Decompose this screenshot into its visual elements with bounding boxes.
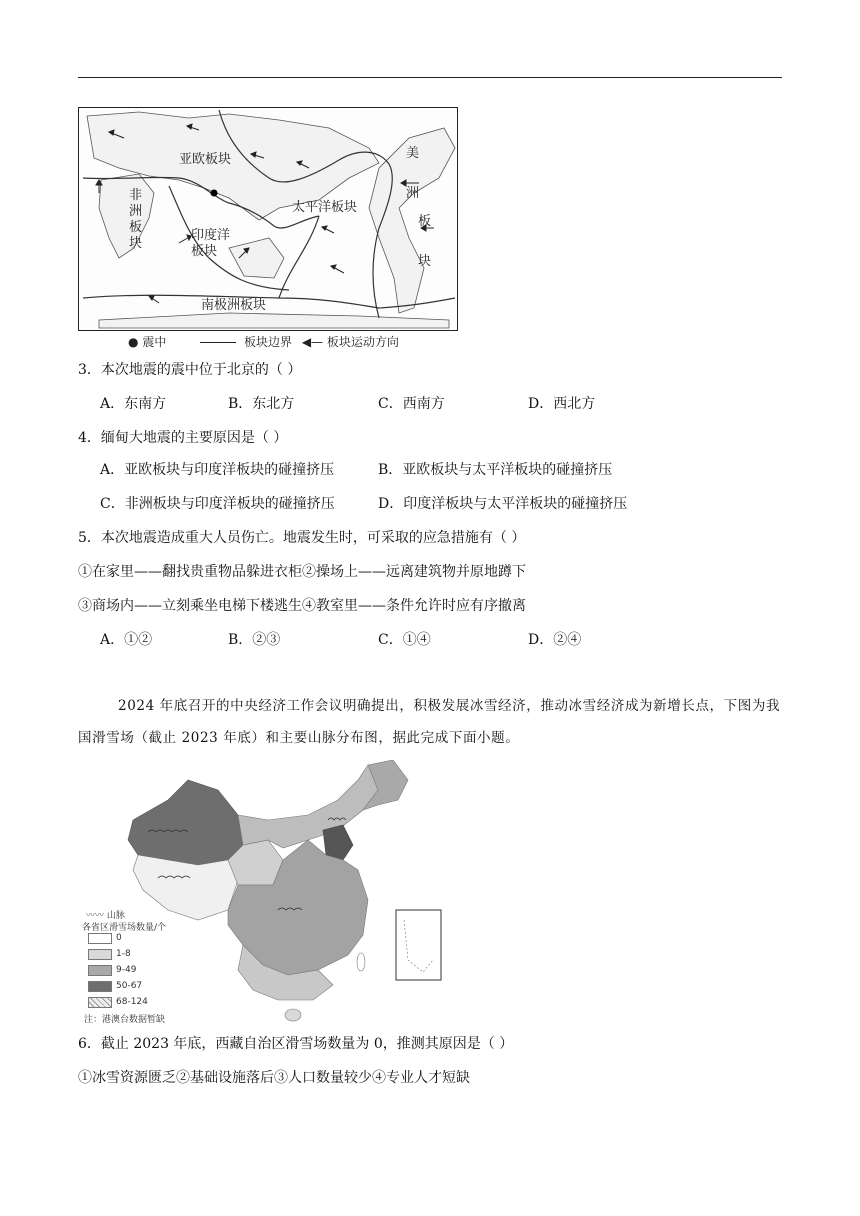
legend-item-4 (88, 996, 148, 1008)
epicenter-legend-label: 震中 (142, 335, 167, 349)
q4-option-a: A．亚欧板块与印度洋板块的碰撞挤压 (100, 462, 335, 478)
q4-option-d: D．印度洋板块与太平洋板块的碰撞挤压 (378, 496, 628, 512)
arrow-legend-icon: ◀— (301, 335, 324, 349)
legend-swatch-4 (88, 997, 112, 1008)
legend-note: 注：港澳台数据暂缺 (84, 1015, 166, 1025)
q5-option-c: C．①④ (378, 632, 431, 648)
boundary-legend-label: 板块边界 (243, 335, 292, 349)
label-indian-plate: 印度洋板块 (191, 228, 231, 259)
intro-paragraph: 2024 年底召开的中央经济工作会议明确提出，积极发展冰雪经济，推动冰雪经济成为新增长点，下图为我国滑雪场（截止 2023 年底）和主要山脉分布图，据此完成下面小题。 (78, 698, 781, 746)
q5-statement-line-1: ①在家里——翻找贵重物品躲进衣柜②操场上——远离建筑物并原地蹲下 (78, 564, 526, 580)
label-america-plate-top: 美 洲 (406, 146, 420, 201)
question-3-stem: 3．本次地震的震中位于北京的（ ） (78, 362, 302, 378)
legend-swatch-3 (88, 981, 112, 992)
mountain-legend-icon: 〰〰 (86, 911, 105, 921)
header-rule (78, 77, 782, 78)
label-america-plate-bottom: 板 块 (418, 214, 432, 269)
legend-label-4: 68-124 (116, 997, 148, 1007)
q5-statement-line-2: ③商场内——立刻乘坐电梯下楼逃生④教室里——条件允许时应有序撤离 (78, 598, 526, 614)
q3-option-b: B．东北方 (228, 396, 295, 412)
legend-swatch-2 (88, 965, 112, 976)
epicenter-dot (211, 190, 218, 197)
q4-option-b: B．亚欧板块与太平洋板块的碰撞挤压 (378, 462, 613, 478)
boundary-legend-icon (200, 342, 236, 343)
map1-legend (128, 333, 399, 350)
label-pacific-plate: 太平洋板块 (292, 200, 358, 215)
q6-statement-line-1: ①冰雪资源匮乏②基础设施落后③人口数量较少④专业人才短缺 (78, 1070, 470, 1086)
question-4-stem: 4．缅甸大地震的主要原因是（ ） (78, 430, 288, 446)
question-5-stem: 5．本次地震造成重大人员伤亡。地震发生时，可采取的应急措施有（ ） (78, 530, 526, 546)
plate-map (78, 107, 458, 331)
legend-label-1: 1-8 (116, 949, 131, 959)
legend-swatch-0 (88, 933, 112, 944)
label-africa-plate: 非洲板块 (129, 188, 143, 251)
q3-option-d: D．西北方 (528, 396, 596, 412)
question-6-stem: 6．截止 2023 年底，西藏自治区滑雪场数量为 0，推测其原因是（ ） (78, 1036, 514, 1052)
legend-swatch-1 (88, 949, 112, 960)
q5-option-d: D．②④ (528, 632, 582, 648)
q3-option-c: C．西南方 (378, 396, 445, 412)
label-eurasia-plate: 亚欧板块 (179, 152, 232, 167)
label-antarctic-plate: 南极洲板块 (201, 298, 267, 313)
legend-item-0 (88, 932, 122, 944)
q5-option-a: A．①② (100, 632, 153, 648)
legend-item-1 (88, 948, 131, 960)
epicenter-legend-icon: ● (128, 335, 139, 349)
q5-option-b: B．②③ (228, 632, 281, 648)
legend-label-0: 0 (116, 933, 122, 943)
legend-item-3 (88, 980, 142, 992)
mountain-legend-label: 山脉 (106, 911, 125, 921)
china-map-legend (78, 900, 198, 1030)
legend-label-2: 9-49 (116, 965, 137, 975)
direction-legend-label: 板块运动方向 (326, 335, 399, 349)
legend-item-2 (88, 964, 136, 976)
legend-label-3: 50-67 (116, 981, 143, 991)
legend-title: 各省区滑雪场数量/个 (82, 923, 167, 933)
q4-option-c: C．非洲板块与印度洋板块的碰撞挤压 (100, 496, 335, 512)
q3-option-a: A．东南方 (100, 396, 167, 412)
